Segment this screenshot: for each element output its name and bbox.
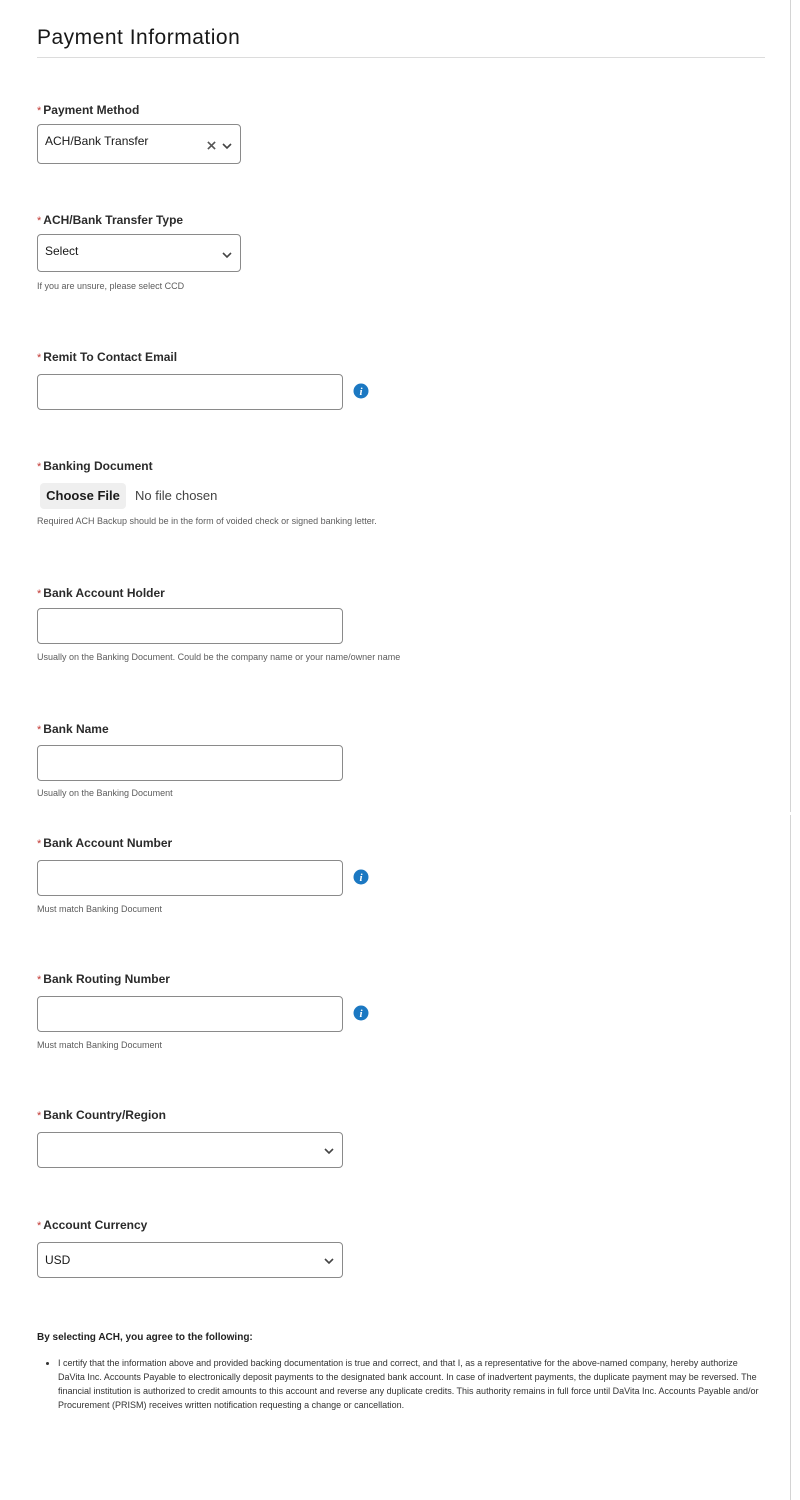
chevron-down-icon	[221, 250, 233, 260]
info-icon[interactable]	[353, 1005, 369, 1021]
currency-value: USD	[45, 1253, 71, 1267]
routing-number-help: Must match Banking Document	[37, 1040, 163, 1050]
info-icon[interactable]	[353, 383, 369, 399]
transfer-type-help: If you are unsure, please select CCD	[37, 281, 185, 291]
agreement-item: • I certify that the information above and provided backing documentation is true and correct, and that I, as a representative for the above-named company, hereby authorize DaVita Inc. Accounts Payable to electronically deposit payments to the designated bank account. In case of inadvertent payments, the duplicate payment may be reversed. The financial institution is authorized to credit amounts to this account and reverse any duplicate credits. This authority remains in full force until DaVita Inc. Accounts Payable and/or Procurement (PRISM) receives written notification requesting a change or cancellation.	[58, 1356, 767, 1412]
page-title: Payment Information	[37, 26, 241, 49]
file-status: No file chosen	[135, 488, 218, 503]
routing-number-field[interactable]	[38, 997, 342, 1031]
choose-file-button[interactable]: Choose File	[40, 483, 126, 509]
required-marker: *	[37, 105, 42, 117]
account-number-help: Must match Banking Document	[37, 904, 163, 914]
transfer-type-select[interactable]	[37, 234, 241, 272]
bank-name-label: * Bank Name	[37, 722, 109, 736]
routing-number-label: * Bank Routing Number	[37, 972, 170, 986]
title-divider	[37, 57, 765, 58]
agreement-title: By selecting ACH, you agree to the following:	[37, 1332, 253, 1343]
remit-email-field[interactable]	[38, 375, 342, 409]
country-select[interactable]	[37, 1132, 343, 1168]
chevron-down-icon	[221, 141, 233, 151]
agreement-list	[37, 1356, 767, 1412]
currency-label: * Account Currency	[37, 1218, 148, 1232]
routing-number-input[interactable]	[37, 996, 343, 1032]
chevron-down-icon	[323, 1146, 335, 1156]
transfer-type-value: Select	[45, 244, 79, 258]
payment-method-label: * Payment Method	[37, 103, 140, 117]
remit-email-input[interactable]	[37, 374, 343, 410]
page-border-right-lower	[790, 815, 791, 1500]
country-label: * Bank Country/Region	[37, 1108, 166, 1122]
svg-text:i: i	[359, 386, 363, 398]
page-border-right	[790, 0, 791, 812]
currency-select[interactable]	[37, 1242, 343, 1278]
bank-name-help: Usually on the Banking Document	[37, 788, 173, 798]
svg-text:i: i	[359, 1008, 363, 1020]
bank-name-field[interactable]	[38, 746, 342, 780]
account-number-input[interactable]	[37, 860, 343, 896]
account-holder-field[interactable]	[38, 609, 342, 643]
bank-name-input[interactable]	[37, 745, 343, 781]
account-holder-help: Usually on the Banking Document. Could be the company name or your name/owner name	[37, 652, 401, 662]
svg-text:i: i	[359, 872, 363, 884]
payment-method-select[interactable]	[37, 124, 241, 164]
remit-email-label: * Remit To Contact Email	[37, 350, 178, 364]
chevron-down-icon	[323, 1256, 335, 1266]
transfer-type-label: * ACH/Bank Transfer Type	[37, 213, 184, 227]
account-holder-input[interactable]	[37, 608, 343, 644]
account-holder-label: * Bank Account Holder	[37, 586, 165, 600]
banking-document-help: Required ACH Backup should be in the form of voided check or signed banking letter.	[37, 516, 377, 526]
account-number-label: * Bank Account Number	[37, 836, 173, 850]
clear-icon[interactable]	[207, 141, 216, 150]
payment-method-value: ACH/Bank Transfer	[45, 134, 149, 148]
account-number-field[interactable]	[38, 861, 342, 895]
info-icon[interactable]	[353, 869, 369, 885]
banking-document-label: * Banking Document	[37, 459, 153, 473]
